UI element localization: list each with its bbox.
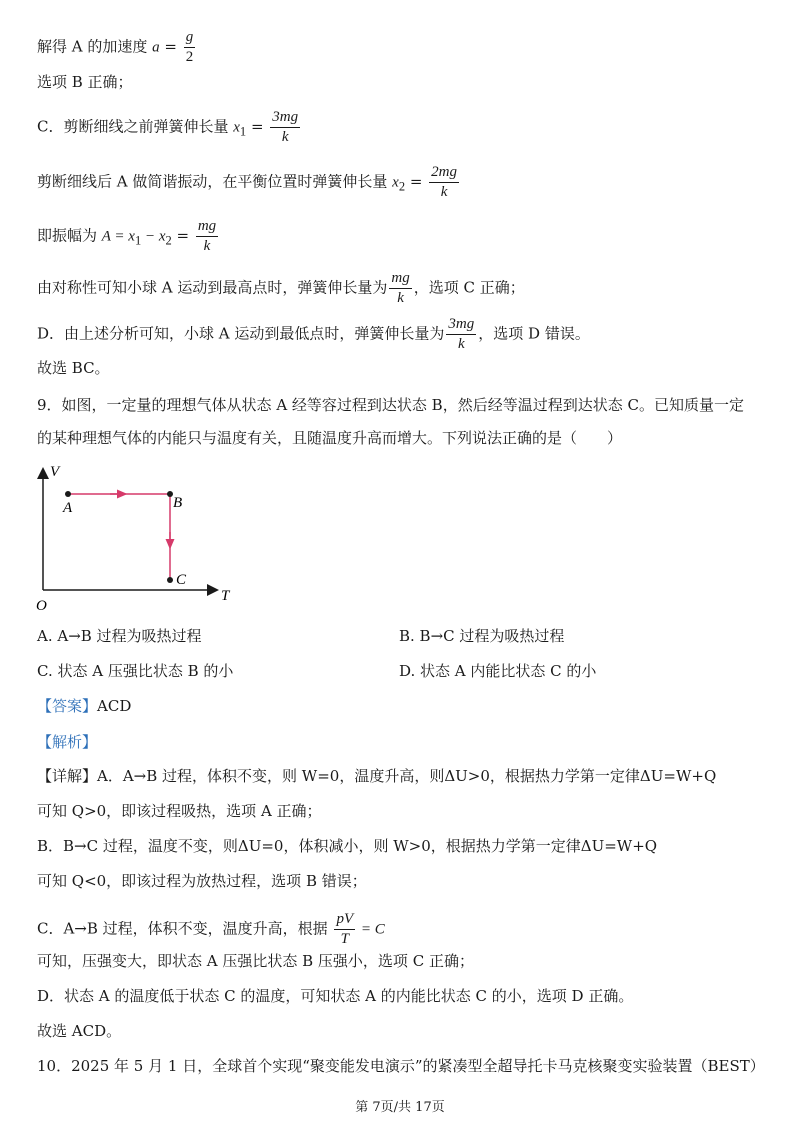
frac-num: g	[184, 28, 196, 48]
frac-num: 3mg	[270, 108, 300, 128]
answer-value: ACD	[97, 697, 132, 715]
frac-den: T	[340, 931, 349, 947]
answer-tag: 【答案】	[37, 697, 98, 715]
point-a-label: A	[63, 500, 73, 516]
detail-line-1: 【详解】A．A→B 过程，体积不变，则 W=0，温度升高，则ΔU>0，根据热力学第一定律ΔU=W+Q	[37, 767, 717, 785]
eq: =	[405, 172, 428, 191]
frac-den: k	[281, 129, 289, 145]
option-c: C. 状态 A 压强比状态 B 的小	[37, 662, 234, 680]
option-b: B. B→C 过程为吸热过程	[399, 627, 565, 645]
text: 即振幅为	[37, 226, 102, 245]
axis-t-label: T	[221, 588, 230, 604]
sub: 2	[165, 233, 172, 248]
line-x1	[37, 108, 302, 147]
line-option-b: 选项 B 正确；	[37, 73, 133, 91]
text: 剪断细线后 A 做简谐振动，在平衡位置时弹簧伸长量	[37, 172, 393, 191]
answer-line	[37, 696, 131, 716]
var-x: x	[392, 174, 399, 191]
page-footer: 第 7页/共 17页	[355, 1100, 445, 1115]
detail-line-7: D．状态 A 的温度低于状态 C 的温度，可知状态 A 的内能比状态 C 的小，选项 D 正确。	[37, 987, 634, 1005]
text: 由对称性可知小球 A 运动到最高点时，弹簧伸长量为	[37, 278, 388, 297]
fraction	[184, 28, 196, 67]
point-b-label: B	[173, 495, 183, 511]
line-choose-bc: 故选 BC。	[37, 359, 110, 377]
sub: 1	[239, 124, 247, 139]
frac-num: 3mg	[446, 315, 476, 335]
eq: =	[159, 37, 182, 56]
detail-line-8: 故选 ACD。	[37, 1022, 122, 1040]
text: = C	[357, 921, 385, 938]
frac-den: k	[203, 238, 211, 254]
point-c	[167, 577, 173, 583]
q10-line: 10．2025 年 5 月 1 日，全球首个实现“聚变能发电演示”的紧凑型全超导托卡马克核聚变实验装置（BEST）	[37, 1057, 765, 1075]
frac-num: mg	[196, 217, 218, 237]
sub: 2	[398, 179, 406, 194]
vt-diagram	[30, 460, 240, 615]
frac-den: k	[440, 184, 448, 200]
detail-line-5	[37, 910, 385, 949]
fraction	[334, 910, 355, 949]
frac-den: 2	[185, 49, 194, 65]
detail-line-3: B．B→C 过程，温度不变，则ΔU=0，体积减小，则 W>0，根据热力学第一定律ΔU=W+Q	[37, 837, 658, 855]
q9-line1: 9．如图，一定量的理想气体从状态 A 经等容过程到达状态 B，然后经等温过程到达状态 C。已知质量一定	[37, 396, 744, 414]
frac-den: k	[397, 290, 404, 306]
text: C．剪断细线之前弹簧伸长量	[37, 117, 234, 136]
detail-line-6: 可知，压强变大，即状态 A 压强比状态 B 压强小，选项 C 正确；	[37, 952, 474, 970]
text: ，选项 C 正确；	[413, 278, 525, 297]
fraction	[196, 217, 218, 256]
line-amplitude	[37, 217, 220, 256]
origin-label: O	[36, 598, 47, 614]
fraction	[446, 315, 476, 354]
point-a	[65, 491, 71, 497]
analysis-tag: 【解析】	[37, 733, 98, 751]
line-highest	[37, 269, 525, 308]
frac-den: k	[457, 336, 465, 352]
q9-line2: 的某种理想气体的内能只与温度有关，且随温度升高而增大。下列说法正确的是（ ）	[37, 429, 623, 447]
fraction	[270, 108, 300, 147]
var-a: a	[152, 39, 160, 56]
line-accel	[37, 28, 197, 67]
option-a: A. A→B 过程为吸热过程	[37, 627, 202, 645]
fraction	[389, 269, 411, 308]
fraction	[429, 163, 459, 202]
line-x2	[37, 163, 461, 202]
sub: 1	[134, 233, 142, 248]
frac-num: pV	[334, 910, 355, 930]
expr: − x	[141, 228, 166, 245]
detail-line-2: 可知 Q>0，即该过程吸热，选项 A 正确；	[37, 802, 322, 820]
axis-v-label: V	[50, 464, 60, 480]
eq: =	[246, 117, 269, 136]
text: 解得 A 的加速度	[37, 37, 153, 56]
point-c-label: C	[176, 572, 187, 588]
frac-num: 2mg	[429, 163, 459, 183]
eq: =	[171, 226, 194, 245]
text: C．A→B 过程，体积不变，温度升高，根据	[37, 919, 333, 938]
text: ，选项 D 错误。	[478, 324, 590, 343]
expr: A = x	[101, 228, 135, 245]
line-lowest	[37, 315, 590, 354]
var-x: x	[233, 119, 240, 136]
frac-num: mg	[389, 269, 411, 289]
option-d: D. 状态 A 内能比状态 C 的小	[399, 662, 597, 680]
text: D．由上述分析可知，小球 A 运动到最低点时，弹簧伸长量为	[37, 324, 445, 343]
detail-line-4: 可知 Q<0，即该过程为放热过程，选项 B 错误；	[37, 872, 367, 890]
